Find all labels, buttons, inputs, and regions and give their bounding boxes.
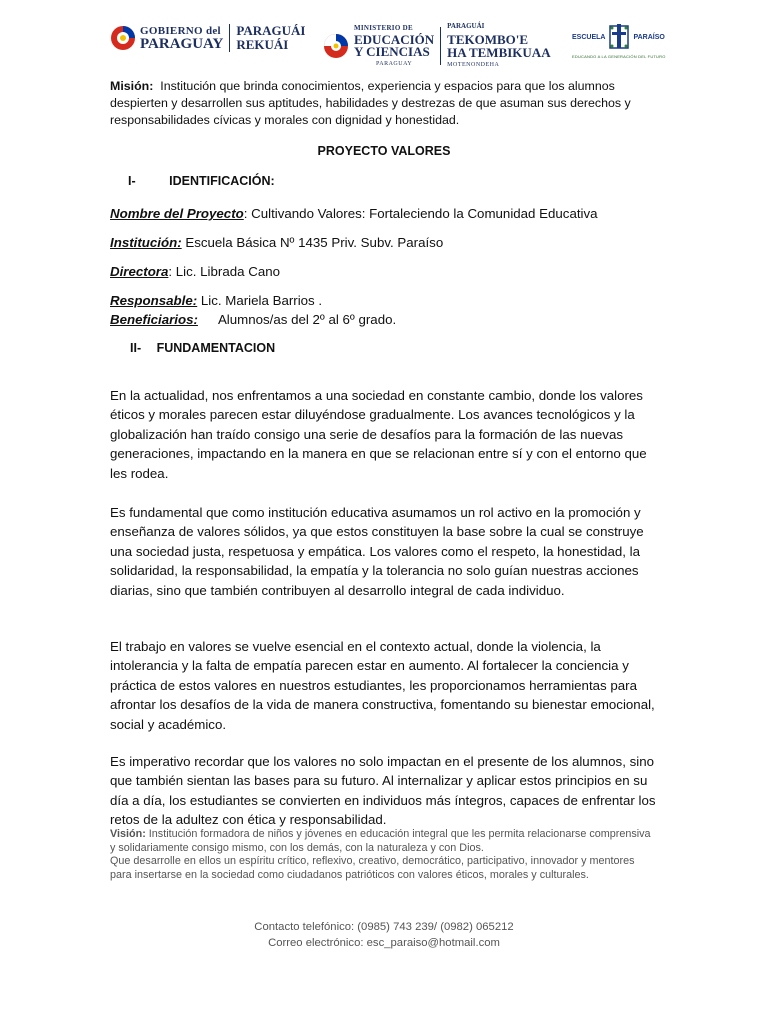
contact-phone: Contacto telefónico: (0985) 743 239/ (0982) 065212 <box>254 921 514 933</box>
mec-big2: Y CIENCIAS <box>354 44 430 59</box>
section-number: II- <box>130 341 142 355</box>
gobierno-line1: GOBIERNO del <box>140 25 221 37</box>
escuela-tagline: EDUCANDO A LA GENERACIÓN DEL FUTURO <box>572 54 666 59</box>
tek-big1: TEKOMBO'E <box>447 32 529 47</box>
section-number: I- <box>128 174 136 188</box>
field-label: Beneficiarios: <box>110 312 198 327</box>
mec-big1: EDUCACIÓN <box>354 32 435 47</box>
contact-footer <box>0 919 768 951</box>
tek-sub: MOTENONDEHA <box>447 62 500 68</box>
paragraph-2: Es fundamental que como institución educativa asumamos un rol activo en la promoción y enseñanza de valores sólidos, ya que estos constituyen la base sobre la cual se construye una sociedad justa, respetuosa y empática. Los valores como el respeto, la honestidad, la solidaridad, la responsabilidad, la empatía y la tolerancia no solo guían nuestras acciones diarias, sino que también contribuyen al desarrollo integral de cada individuo. <box>110 505 644 598</box>
vision-text-1: Institución formadora de niños y jóvenes en educación integral que les permita relacionarse comprensiva y solidariamente consigo mismo, con los demás, con la naturaleza y con Dios. <box>110 828 651 854</box>
escuela-name: PARAÍSO <box>633 33 665 41</box>
paragraph-3: El trabajo en valores se vuelve esencial en el contexto actual, donde la violencia, la intolerancia y la falta de empatía parecen estar en aumento. Al fortalecer la conciencia y práctica de estos valores en nuestros estudiantes, les proporcionamos herramientas para afrontar los desafíos de la vida de manera constructiva, fomentando su bienestar emocional, social y académico. <box>110 639 655 732</box>
field-value: Alumnos/as del 2º al 6º grado. <box>217 312 397 327</box>
field-label: Directora <box>110 264 169 279</box>
vision-block <box>110 828 658 882</box>
mision-paragraph <box>110 78 658 129</box>
field-responsable <box>110 292 322 309</box>
paragraph-1: En la actualidad, nos enfrentamos a una sociedad en constante cambio, donde los valores éticos y morales parecen estar diluyéndose gradualmente. Los avances tecnológicos y la globalización han traído consigo una serie de desafíos para la formación de las nuevas generaciones, impactando en la manera en que se relacionan entre sí y con el entorno que les rodea. <box>110 388 647 481</box>
tek-big2: HA TEMBIKUAA <box>447 45 551 60</box>
section-heading: FUNDAMENTACION <box>156 341 276 355</box>
mec-logo <box>322 20 551 72</box>
document-title: PROYECTO VALORES <box>317 144 451 158</box>
gobierno-logo <box>110 24 305 52</box>
section-identificacion <box>128 174 275 188</box>
gobierno-line2: PARAGUAY <box>140 36 224 52</box>
paragraph-4: Es imperativo recordar que los valores no solo impactan en el presente de los alumnos, sino que también sientan las bases para su futuro. Al internalizar y aplicar estos principios en su día a día, los estudiantes se convierten en individuos más íntegros, capaces de enfrentar los retos de la adultez con ética y responsabilidad. <box>110 754 656 828</box>
escuela-emblem-icon <box>607 22 631 52</box>
mec-seal-icon <box>322 32 350 60</box>
vision-label: Visión: <box>110 828 146 840</box>
field-label: Institución: <box>110 235 182 250</box>
field-directora <box>110 263 280 280</box>
vision-text-2: Que desarrolle en ellos un espíritu crítico, reflexivo, creativo, democrático, participativo, innovador y mentores para insertarse en la sociedad como ciudadanos patrióticos con valores éticos, morales y culturales. <box>110 855 635 881</box>
mision-label: Misión: <box>110 79 154 93</box>
tek-small: PARAGUÁI <box>447 22 485 30</box>
field-label: Responsable: <box>110 293 198 308</box>
section-heading: IDENTIFICACIÓN: <box>169 174 275 188</box>
rekuai-line1: PARAGUÁI <box>236 23 306 38</box>
section-fundamentacion <box>130 341 275 355</box>
header-logos <box>0 18 768 68</box>
contact-email: Correo electrónico: esc_paraiso@hotmail.com <box>268 937 500 949</box>
field-value: Lic. Mariela Barrios . <box>197 293 323 308</box>
mec-sub: PARAGUAY <box>375 61 413 67</box>
field-value: Escuela Básica Nº 1435 Priv. Subv. Paraíso <box>181 235 444 250</box>
field-beneficiarios <box>110 311 396 328</box>
field-institucion <box>110 234 443 251</box>
field-label: Nombre del Proyecto <box>110 206 244 221</box>
field-value: : Lic. Librada Cano <box>168 264 281 279</box>
mision-text: Institución que brinda conocimientos, experiencia y espacios para que los alumnos despierten y desarrollen sus aptitudes, habilidades y destrezas de que asuman sus derechos y responsabilidades cívicas y morales con dignidad y honestidad. <box>110 79 631 127</box>
paraguay-seal-icon <box>110 25 136 51</box>
escuela-label: ESCUELA <box>572 33 606 41</box>
field-nombre-proyecto <box>110 205 598 222</box>
mec-small: MINISTERIO DE <box>354 24 413 32</box>
field-value: : Cultivando Valores: Fortaleciendo la Comunidad Educativa <box>243 206 598 221</box>
rekuai-line2: REKUÁI <box>236 37 289 52</box>
escuela-paraiso-logo <box>572 22 666 59</box>
